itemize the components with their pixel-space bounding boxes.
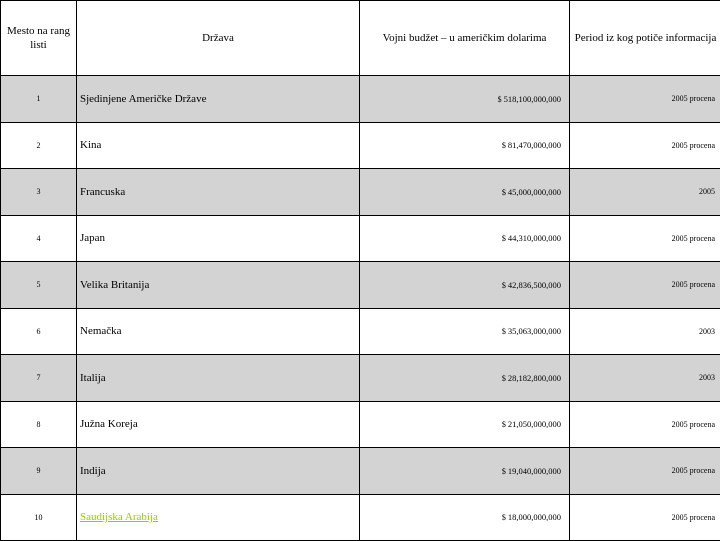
country-cell [77,494,360,541]
budget-amount: 35,063,000,000 [508,326,561,336]
currency-symbol: $ [502,420,506,429]
rank-cell: 7 [1,355,77,402]
country-name: Južna Koreja [80,418,138,430]
country-cell [77,355,360,402]
currency-symbol: $ [502,188,506,197]
rank-cell: 1 [1,76,77,123]
rank-cell: 4 [1,215,77,262]
header-period: Period iz kog potiče informacija [570,1,720,76]
period-cell: 2003 [570,355,720,402]
currency-symbol: $ [502,234,506,243]
budget-cell [360,122,570,169]
country-cell [77,122,360,169]
country-cell [77,169,360,216]
period-cell: 2003 [570,308,720,355]
country-cell [77,448,360,495]
period-cell: 2005 [570,169,720,216]
currency-symbol: $ [502,467,506,476]
table-row [1,215,720,262]
currency-symbol: $ [502,327,506,336]
budget-amount: 81,470,000,000 [508,140,561,150]
table-row [1,448,720,495]
budget-cell [360,76,570,123]
country-link[interactable]: Saudijska Arabija [80,511,158,523]
country-name: Indija [80,465,106,477]
budget-cell [360,215,570,262]
country-name: Kina [80,139,101,151]
header-rank: Mesto na rang listi [1,1,77,76]
budget-amount: 19,040,000,000 [508,466,561,476]
rank-cell: 9 [1,448,77,495]
table-row [1,401,720,448]
rank-cell: 8 [1,401,77,448]
country-name: Nemačka [80,325,122,337]
header-budget: Vojni budžet – u američkim dolarima [360,1,570,76]
country-cell [77,308,360,355]
budget-cell [360,401,570,448]
budget-cell [360,494,570,541]
budget-amount: 45,000,000,000 [508,187,561,197]
currency-symbol: $ [502,374,506,383]
period-cell: 2005 procena [570,448,720,495]
period-cell: 2005 procena [570,401,720,448]
budget-amount: 44,310,000,000 [508,233,561,243]
table-row [1,122,720,169]
budget-cell [360,308,570,355]
budget-cell [360,169,570,216]
period-cell: 2005 procena [570,262,720,309]
country-name: Japan [80,232,105,244]
table-row [1,76,720,123]
country-name: Velika Britanija [80,279,149,291]
budget-cell [360,262,570,309]
rank-cell: 3 [1,169,77,216]
rank-cell: 6 [1,308,77,355]
budget-cell [360,448,570,495]
currency-symbol: $ [502,513,506,522]
table-row [1,262,720,309]
budget-amount: 28,182,800,000 [508,373,561,383]
rank-cell: 2 [1,122,77,169]
budget-amount: 21,050,000,000 [508,419,561,429]
currency-symbol: $ [502,141,506,150]
table-row [1,494,720,541]
table-body [1,76,720,541]
budget-amount: 18,000,000,000 [508,512,561,522]
header-country: Država [77,1,360,76]
period-cell: 2005 procena [570,215,720,262]
country-name: Italija [80,372,106,384]
table-row [1,355,720,402]
country-name: Sjedinjene Američke Države [80,93,206,105]
budget-cell [360,355,570,402]
rank-cell: 10 [1,494,77,541]
country-cell [77,76,360,123]
period-cell: 2005 procena [570,494,720,541]
budget-amount: 518,100,000,000 [504,94,561,104]
currency-symbol: $ [498,95,502,104]
table-row [1,169,720,216]
rank-cell: 5 [1,262,77,309]
country-name: Francuska [80,186,125,198]
country-cell [77,215,360,262]
country-cell [77,401,360,448]
currency-symbol: $ [502,281,506,290]
period-cell: 2005 procena [570,76,720,123]
country-cell [77,262,360,309]
period-cell: 2005 procena [570,122,720,169]
header-row [1,1,720,76]
table-row [1,308,720,355]
budget-amount: 42,836,500,000 [508,280,561,290]
